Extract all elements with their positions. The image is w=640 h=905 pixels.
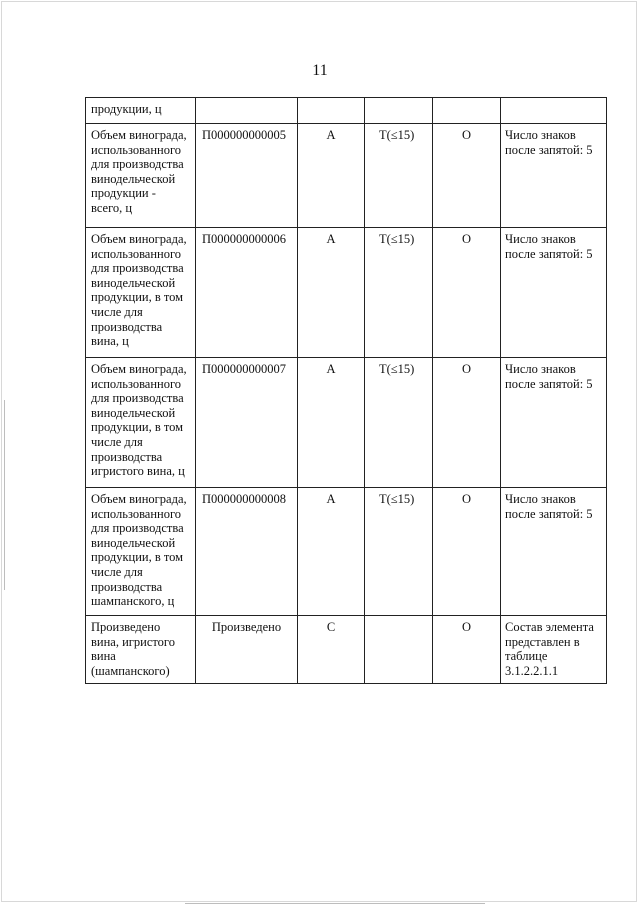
element-required-cell: O [433,228,501,358]
element-format-cell: T(≤15) [365,228,433,358]
element-note-cell: Число знаков после запятой: 5 [501,358,607,488]
element-format-cell [365,616,433,684]
element-code-cell: Произведено [196,616,298,684]
element-note-cell: Число знаков после запятой: 5 [501,488,607,616]
element-code-cell: П000000000008 [196,488,298,616]
element-note-cell: Число знаков после запятой: 5 [501,124,607,228]
element-name-cell: Объем винограда, использованного для производства винодельческой продукции - всего, ц [86,124,196,228]
table-row [86,228,607,358]
element-required-cell [433,98,501,124]
element-type-cell [298,98,365,124]
element-type-cell: C [298,616,365,684]
element-format-cell [365,98,433,124]
table-row [86,488,607,616]
table-row [86,124,607,228]
element-name-cell: Объем винограда, использованного для производства винодельческой продукции, в том числе для производства шампанского, ц [86,488,196,616]
element-required-cell: O [433,124,501,228]
table-row [86,358,607,488]
element-note-cell: Состав элемента представлен в таблице 3.1.2.2.1.1 [501,616,607,684]
element-type-cell: A [298,358,365,488]
element-required-cell: O [433,358,501,488]
element-required-cell: O [433,488,501,616]
element-type-cell: A [298,228,365,358]
element-note-cell [501,98,607,124]
table-row [86,616,607,684]
element-code-cell [196,98,298,124]
page-number: 11 [312,62,328,79]
element-required-cell: O [433,616,501,684]
scan-edge-mark [4,400,5,590]
element-spec-table [85,97,607,684]
table-row [86,98,607,124]
element-name-cell: Произведено вина, игристого вина (шампанского) [86,616,196,684]
element-format-cell: T(≤15) [365,358,433,488]
element-code-cell: П000000000007 [196,358,298,488]
element-name-cell: Объем винограда, использованного для производства винодельческой продукции, в том числе для производства игристого вина, ц [86,358,196,488]
element-type-cell: A [298,124,365,228]
element-type-cell: A [298,488,365,616]
element-code-cell: П000000000006 [196,228,298,358]
element-name-cell: продукции, ц [86,98,196,124]
element-note-cell: Число знаков после запятой: 5 [501,228,607,358]
element-format-cell: T(≤15) [365,488,433,616]
element-format-cell: T(≤15) [365,124,433,228]
scan-edge-mark [185,903,485,904]
element-code-cell: П000000000005 [196,124,298,228]
element-name-cell: Объем винограда, использованного для производства винодельческой продукции, в том числе для производства вина, ц [86,228,196,358]
